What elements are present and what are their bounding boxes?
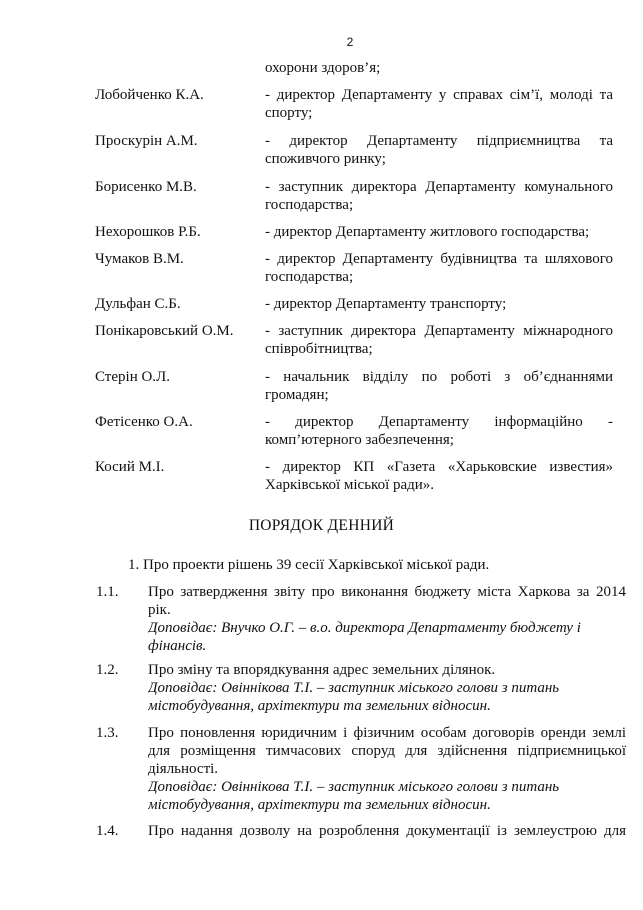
attendee-role: - начальник відділу по роботі з об’єднаннями громадян; <box>265 369 613 403</box>
attendee-role-continuation: охорони здоров’я; <box>265 60 381 76</box>
attendee-role: - директор КП «Газета «Харьковские известия» Харківської міської ради». <box>265 459 613 493</box>
attendee-name: Нехорошков Р.Б. <box>95 224 201 240</box>
agenda-item-title: Про надання дозволу на розроблення документації із землеустрою для <box>148 823 626 839</box>
attendee-role: - директор Департаменту у справах сім’ї, молоді та спорту; <box>265 87 613 121</box>
attendee-role: - директор Департаменту житлового господарства; <box>265 224 590 240</box>
attendee-name: Косий М.І. <box>95 459 165 475</box>
agenda-item-title: Про затвердження звіту про виконання бюджету міста Харкова за 2014 рік. <box>148 584 626 618</box>
agenda-item-title: Про поновлення юридичним і фізичним особам договорів оренди землі для розміщення тимчасових споруд для здійснення підприємницької діяльності. <box>148 725 626 777</box>
agenda-item <box>148 583 626 655</box>
attendee-role: - директор Департаменту інформаційно - комп’ютерного забезпечення; <box>265 414 613 448</box>
attendee-role: - директор Департаменту підприємництва та споживчого ринку; <box>265 133 613 167</box>
attendee-name: Понікаровський О.М. <box>95 323 234 339</box>
attendee-name: Проскурін А.М. <box>95 133 198 149</box>
attendee-name: Стерін О.Л. <box>95 369 170 385</box>
page-number: 2 <box>346 35 354 49</box>
agenda-item <box>148 724 626 814</box>
agenda-item-number: 1.4. <box>96 823 119 839</box>
attendee-name: Борисенко М.В. <box>95 179 197 195</box>
attendee-role: - директор Департаменту транспорту; <box>265 296 507 312</box>
attendee-role: - директор Департаменту будівництва та шляхового господарства; <box>265 251 613 285</box>
agenda-item-number: 1.2. <box>96 662 119 678</box>
agenda-item-number: 1.3. <box>96 725 119 741</box>
attendee-name: Фетісенко О.А. <box>95 414 193 430</box>
agenda-title: ПОРЯДОК ДЕННИЙ <box>248 517 395 534</box>
attendee-name: Чумаков В.М. <box>95 251 184 267</box>
agenda-item-speaker: Доповідає: Овіннікова Т.І. – заступник міського голови з питань <box>148 680 560 696</box>
agenda-item-speaker-cont: фінансів. <box>148 638 207 654</box>
attendee-name: Дульфан С.Б. <box>95 296 181 312</box>
agenda-item-title: Про зміну та впорядкування адрес земельних ділянок. <box>148 662 496 678</box>
agenda-item-speaker: Доповідає: Внучко О.Г. – в.о. директора Департаменту бюджету і <box>148 620 581 636</box>
agenda-item <box>148 822 626 840</box>
agenda-item-number: 1.1. <box>96 584 119 600</box>
attendee-role: - заступник директора Департаменту міжнародного співробітництва; <box>265 323 613 357</box>
agenda-item <box>148 661 626 715</box>
agenda-item-speaker: Доповідає: Овіннікова Т.І. – заступник міського голови з питань <box>148 779 560 795</box>
agenda-item-speaker-cont: містобудування, архітектури та земельних відносин. <box>148 797 491 813</box>
agenda-item-speaker-cont: містобудування, архітектури та земельних відносин. <box>148 698 491 714</box>
agenda-section-heading: 1. Про проекти рішень 39 сесії Харківської міської ради. <box>128 557 490 573</box>
attendee-role: - заступник директора Департаменту комунального господарства; <box>265 179 613 213</box>
attendee-name: Лобойченко К.А. <box>95 87 204 103</box>
